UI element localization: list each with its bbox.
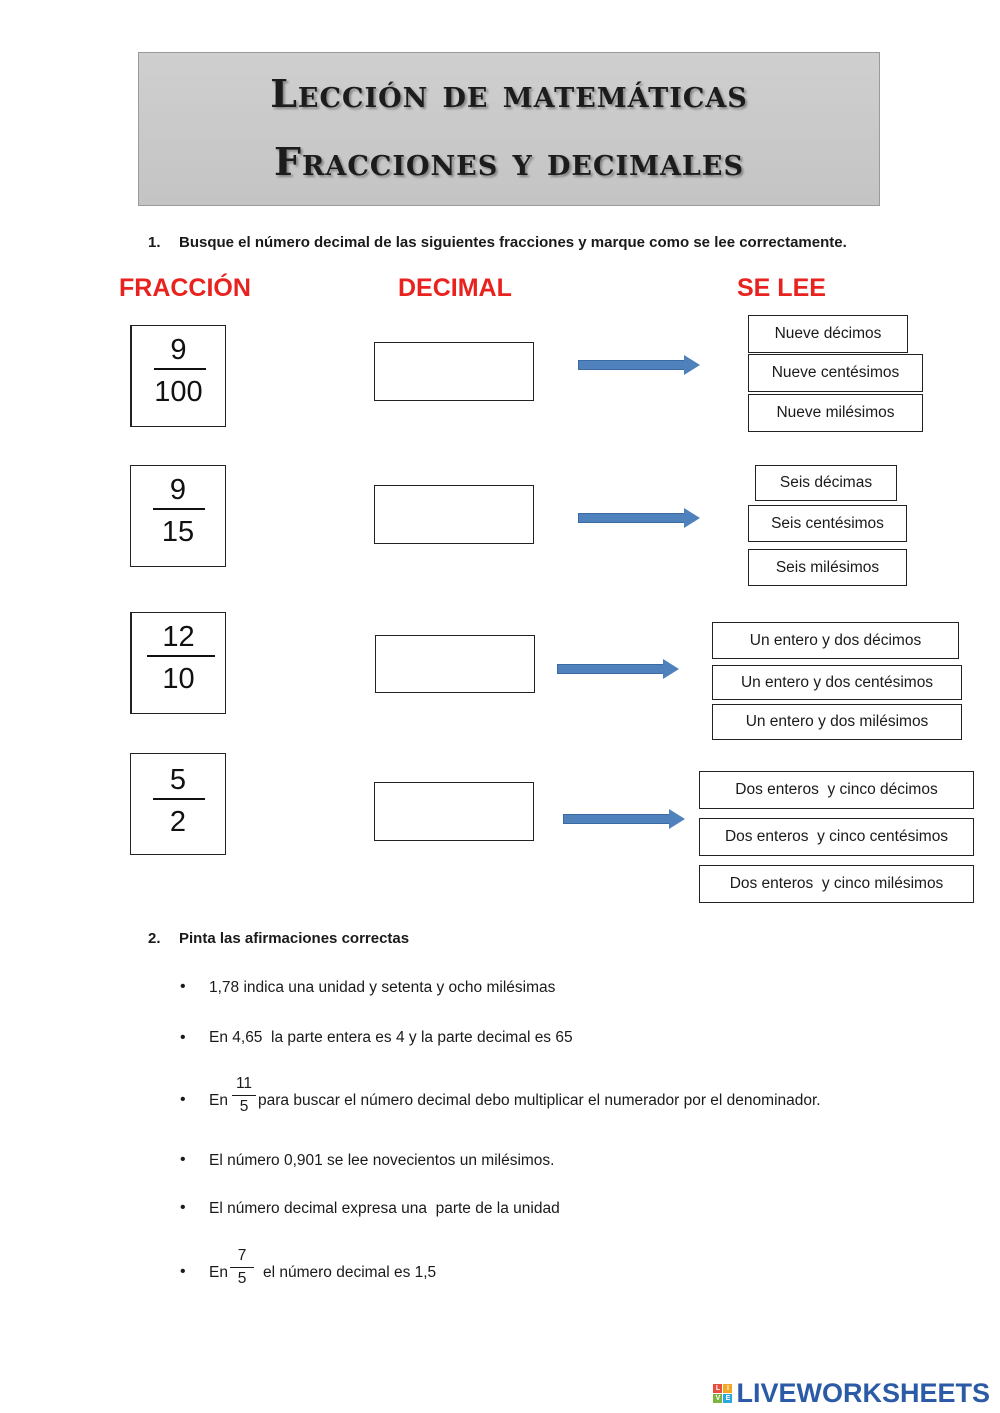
arrow-right-icon bbox=[578, 355, 700, 375]
fraction-numerator: 5 bbox=[169, 764, 187, 796]
arrow-right-icon bbox=[578, 508, 700, 528]
decimal-input-2[interactable] bbox=[374, 485, 534, 544]
fraction-box-2 bbox=[130, 465, 226, 567]
statement-3-denominator: 5 bbox=[239, 1098, 249, 1115]
column-header-fraction: FRACCIÓN bbox=[119, 274, 251, 302]
fraction-denominator: 100 bbox=[154, 376, 203, 408]
statement-6-numerator: 7 bbox=[237, 1247, 247, 1264]
bullet: • bbox=[180, 1029, 186, 1046]
bullet: • bbox=[180, 1151, 186, 1168]
option-row4-2[interactable]: Dos enteros y cinco centésimos bbox=[699, 818, 974, 856]
fraction-bar bbox=[153, 508, 205, 510]
option-row4-1[interactable]: Dos enteros y cinco décimos bbox=[699, 771, 974, 809]
liveworksheets-logo-icon bbox=[713, 1384, 732, 1403]
fraction-bar bbox=[153, 798, 205, 800]
option-row1-3[interactable]: Nueve milésimos bbox=[748, 394, 923, 432]
exercise2-instruction: Pinta las afirmaciones correctas bbox=[179, 930, 410, 947]
option-row2-2[interactable]: Seis centésimos bbox=[748, 505, 907, 542]
liveworksheets-logo bbox=[713, 1378, 990, 1408]
option-row1-1[interactable]: Nueve décimos bbox=[748, 315, 908, 353]
arrow-right-icon bbox=[563, 809, 685, 829]
logo-letter: E bbox=[723, 1394, 732, 1403]
fraction-numerator: 9 bbox=[169, 474, 187, 506]
column-header-decimal: DECIMAL bbox=[398, 274, 512, 302]
arrow-right-icon bbox=[557, 659, 679, 679]
option-row4-3[interactable]: Dos enteros y cinco milésimos bbox=[699, 865, 974, 903]
decimal-input-1[interactable] bbox=[374, 342, 534, 401]
exercise1-number: 1. bbox=[148, 234, 161, 251]
option-row3-1[interactable]: Un entero y dos décimos bbox=[712, 622, 959, 659]
fraction-box-4 bbox=[130, 753, 226, 855]
statement-6-suffix[interactable]: el número decimal es 1,5 bbox=[263, 1264, 437, 1281]
statement-3-suffix[interactable]: para buscar el número decimal debo multiplicar el numerador por el denominador. bbox=[258, 1092, 821, 1109]
fraction-box-1 bbox=[130, 325, 226, 427]
bullet: • bbox=[180, 978, 186, 995]
statement-2[interactable]: En 4,65 la parte entera es 4 y la parte decimal es 65 bbox=[209, 1029, 573, 1046]
statement-3-fraction bbox=[231, 1075, 257, 1116]
fraction-denominator: 15 bbox=[161, 516, 195, 548]
statement-3-numerator: 11 bbox=[235, 1075, 253, 1092]
logo-letter: I bbox=[723, 1384, 732, 1393]
statement-4[interactable]: El número 0,901 se lee novecientos un milésimos. bbox=[209, 1152, 555, 1169]
statement-5[interactable]: El número decimal expresa una parte de la unidad bbox=[209, 1200, 560, 1217]
fraction-denominator: 2 bbox=[169, 806, 187, 838]
statement-6-fraction bbox=[229, 1247, 255, 1288]
statement-1[interactable]: 1,78 indica una unidad y setenta y ocho milésimas bbox=[209, 979, 556, 996]
logo-letter: V bbox=[713, 1394, 722, 1403]
title-banner bbox=[138, 52, 880, 206]
exercise2-number: 2. bbox=[148, 930, 161, 947]
decimal-input-4[interactable] bbox=[374, 782, 534, 841]
bullet: • bbox=[180, 1199, 186, 1216]
exercise1-instruction: Busque el número decimal de las siguientes fracciones y marque como se lee correctamente. bbox=[179, 234, 847, 251]
fraction-bar bbox=[154, 368, 206, 370]
column-header-reads: SE LEE bbox=[737, 274, 826, 302]
option-row3-3[interactable]: Un entero y dos milésimos bbox=[712, 704, 962, 740]
statement-6-prefix[interactable]: En bbox=[209, 1264, 228, 1281]
fraction-numerator: 12 bbox=[162, 621, 195, 653]
decimal-input-3[interactable] bbox=[375, 635, 535, 693]
option-row2-3[interactable]: Seis milésimos bbox=[748, 549, 907, 586]
title-line-2: Fracciones y decimales bbox=[274, 139, 744, 184]
option-row1-2[interactable]: Nueve centésimos bbox=[748, 354, 923, 392]
option-row3-2[interactable]: Un entero y dos centésimos bbox=[712, 665, 962, 700]
bullet: • bbox=[180, 1091, 186, 1108]
fraction-box-3 bbox=[130, 612, 226, 714]
title-line-1: Lección de matemáticas bbox=[270, 71, 748, 116]
statement-6-denominator: 5 bbox=[237, 1270, 247, 1287]
bullet: • bbox=[180, 1263, 186, 1280]
statement-3-prefix[interactable]: En bbox=[209, 1092, 228, 1109]
option-row2-1[interactable]: Seis décimas bbox=[755, 465, 897, 501]
fraction-numerator: 9 bbox=[170, 334, 187, 366]
fraction-bar bbox=[147, 655, 215, 657]
logo-text: LIVEWORKSHEETS bbox=[736, 1377, 990, 1408]
logo-letter: L bbox=[713, 1384, 722, 1393]
fraction-denominator: 10 bbox=[162, 663, 195, 695]
